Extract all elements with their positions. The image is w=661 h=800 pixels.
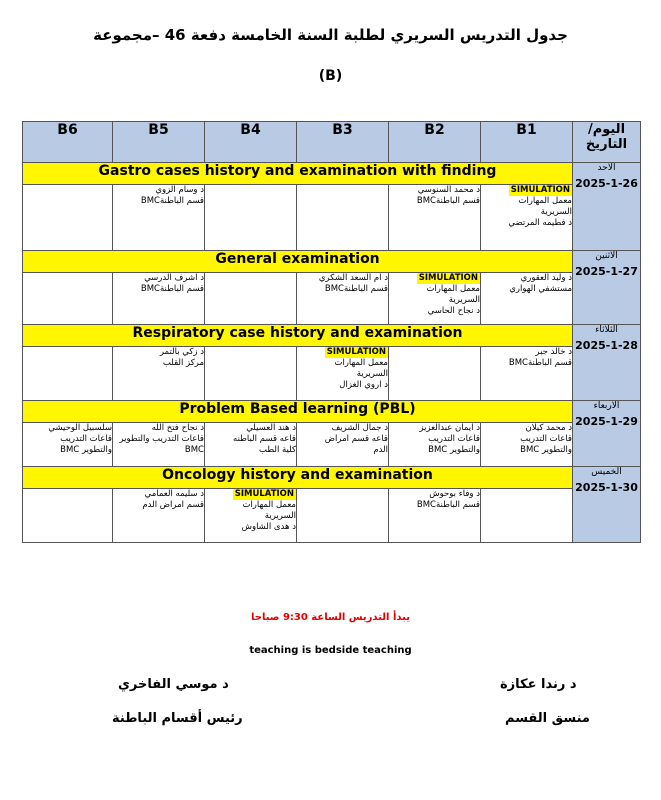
assignment-line: السريرية: [448, 295, 480, 305]
assignment-line: د محمد السنوسي: [417, 185, 480, 195]
assignment-cell-b3: [297, 273, 389, 325]
signature-right-title: منسق القسم: [505, 711, 590, 726]
assignment-line: د ام السعد الشكري: [318, 273, 388, 283]
day-name: الاثنين: [595, 251, 618, 261]
title-text: جدول التدريس السريري لطلبة السنة الخامسة دفعة 46 –مجموعة: [93, 26, 568, 44]
assignment-line: د زكي بالتمر: [159, 347, 204, 357]
assignment-line: قاعات التدريب: [520, 434, 572, 444]
assignment-line: د وليد العقوري: [520, 273, 572, 283]
assignment-cell-b6: [23, 273, 113, 325]
assignment-cell-b3: [297, 423, 389, 467]
topic-title: Respiratory case history and examination: [23, 325, 573, 347]
day-name: الاربعاء: [593, 401, 620, 411]
assignment-line: قسم الباطنةBMC: [508, 358, 572, 368]
assignment-line: قسم الباطنةBMC: [140, 196, 204, 206]
day-cell: [573, 325, 641, 401]
schedule-table: [22, 121, 641, 543]
assignment-cell-b5: [113, 489, 205, 543]
assignment-line: د وسام الزوي: [155, 185, 204, 195]
assignment-line: قسم الباطنةBMC: [324, 284, 388, 294]
assignment-line: سلسبيل الوحيشي: [48, 423, 112, 433]
assignment-line: السريرية: [264, 511, 296, 521]
topic-title: Problem Based learning (PBL): [23, 401, 573, 423]
assignment-line: والتطوير BMC: [60, 445, 112, 455]
assignment-cell-b5: [113, 273, 205, 325]
assignment-line: والتطوير BMC: [428, 445, 480, 455]
day-cell: [573, 401, 641, 467]
day-name: الاحد: [597, 163, 616, 173]
col-header-b1: B1: [481, 122, 573, 163]
assignment-line: معمل المهارات: [242, 500, 296, 510]
assignment-cell-b1: [481, 489, 573, 543]
assignment-cell-b3: [297, 347, 389, 401]
group-label: (B): [318, 68, 343, 84]
assignment-line: د فطيمه المرتضي: [508, 218, 572, 228]
assignment-line: معمل المهارات: [518, 196, 572, 206]
assignment-line: كلية الطب: [259, 445, 296, 455]
teaching-note: teaching is bedside teaching: [249, 645, 412, 656]
day-date: 2025-1-27: [575, 265, 638, 278]
assignment-line: د نجاح الحاسي: [427, 306, 480, 316]
topic-title: Gastro cases history and examination with finding: [23, 163, 573, 185]
assignment-line: د محمد كيلان: [525, 423, 572, 433]
topic-row: [23, 467, 641, 489]
assignment-cell-b1: [481, 423, 573, 467]
assignment-line: والتطوير BMC: [520, 445, 572, 455]
assignment-line: مركز القلب: [162, 358, 204, 368]
assignment-line: الدم: [373, 445, 388, 455]
day-date: 2025-1-30: [575, 481, 638, 494]
topic-row: [23, 251, 641, 273]
assignment-line: د خالد جبر: [535, 347, 572, 357]
assignment-line: قاعه قسم الباطنه: [233, 434, 296, 444]
topic-row: [23, 163, 641, 185]
col-header-b5: B5: [113, 122, 205, 163]
topic-title: Oncology history and examination: [23, 467, 573, 489]
assignment-line: د وفاء بوحوش: [429, 489, 480, 499]
start-time-note: يبدأ التدريس الساعة 9:30 صباحا: [250, 612, 410, 623]
day-name: الخميس: [591, 467, 622, 477]
simulation-label: SIMULATION: [234, 489, 294, 499]
assignment-cell-b5: [113, 347, 205, 401]
signature-right-name: د رندا عكازة: [500, 677, 577, 692]
assignment-line: قاعات التدريب: [428, 434, 480, 444]
assignment-cell-b2: [389, 423, 481, 467]
assignment-row: [23, 347, 641, 401]
day-date: 2025-1-26: [575, 177, 638, 190]
assignment-line: قسم امراض الدم: [142, 500, 204, 510]
assignment-line: قاعات التدريب والتطوير: [119, 434, 204, 444]
assignment-row: [23, 185, 641, 251]
header-row: [23, 122, 641, 163]
assignment-cell-b3: [297, 489, 389, 543]
assignment-cell-b4: [205, 489, 297, 543]
assignment-cell-b4: [205, 347, 297, 401]
assignment-line: د هدى الشاوش: [241, 522, 296, 532]
assignment-row: [23, 273, 641, 325]
topic-row: [23, 325, 641, 347]
assignment-line: د نجاح فتح الله: [151, 423, 204, 433]
simulation-label: SIMULATION: [418, 273, 478, 283]
assignment-cell-b5: [113, 185, 205, 251]
day-date: 2025-1-28: [575, 339, 638, 352]
assignment-cell-b6: [23, 185, 113, 251]
assignment-line: قاعه قسم امراض: [324, 434, 388, 444]
assignment-cell-b4: [205, 423, 297, 467]
assignment-line: معمل المهارات: [426, 284, 480, 294]
assignment-line: معمل المهارات: [334, 358, 388, 368]
assignment-line: قسم الباطنةBMC: [416, 196, 480, 206]
assignment-cell-b6: [23, 423, 113, 467]
assignment-line: مستشفي الهواري: [509, 284, 572, 294]
assignment-line: د اشرف الدرسي: [144, 273, 204, 283]
topic-title: General examination: [23, 251, 573, 273]
assignment-cell-b2: [389, 347, 481, 401]
assignment-cell-b3: [297, 185, 389, 251]
day-date: 2025-1-29: [575, 415, 638, 428]
day-cell: [573, 163, 641, 251]
assignment-line: د سليمه العمامي: [144, 489, 204, 499]
col-header-day: اليوم/ التاريخ: [573, 122, 641, 163]
signature-left-title: رئيس أقسام الباطنة: [112, 711, 243, 726]
assignment-cell-b1: [481, 185, 573, 251]
assignment-line: قسم الباطنةBMC: [140, 284, 204, 294]
day-cell: [573, 251, 641, 325]
assignment-line: د جمال الشريف: [331, 423, 388, 433]
assignment-cell-b4: [205, 273, 297, 325]
assignment-row: [23, 489, 641, 543]
assignment-cell-b6: [23, 347, 113, 401]
assignment-cell-b5: [113, 423, 205, 467]
day-cell: [573, 467, 641, 543]
col-header-b2: B2: [389, 122, 481, 163]
assignment-line: د ايمان عبدالعزيز: [419, 423, 480, 433]
assignment-line: قاعات التدريب: [60, 434, 112, 444]
signature-left-name: د موسي الفاخري: [118, 677, 229, 692]
simulation-label: SIMULATION: [510, 185, 570, 195]
assignment-cell-b1: [481, 347, 573, 401]
assignment-line: السريرية: [540, 207, 572, 217]
day-name: الثلاثاء: [595, 325, 618, 335]
assignment-line: السريرية: [356, 369, 388, 379]
assignment-cell-b6: [23, 489, 113, 543]
simulation-label: SIMULATION: [326, 347, 386, 357]
assignment-line: قسم الباطنةBMC: [416, 500, 480, 510]
assignment-row: [23, 423, 641, 467]
assignment-cell-b4: [205, 185, 297, 251]
assignment-line: د هند العسيلي: [246, 423, 296, 433]
topic-row: [23, 401, 641, 423]
page-title: [0, 26, 661, 44]
assignment-cell-b2: [389, 273, 481, 325]
col-header-b4: B4: [205, 122, 297, 163]
col-header-b6: B6: [23, 122, 113, 163]
col-header-b3: B3: [297, 122, 389, 163]
assignment-line: د اروي الغزال: [339, 380, 388, 390]
assignment-cell-b2: [389, 185, 481, 251]
assignment-cell-b2: [389, 489, 481, 543]
assignment-cell-b1: [481, 273, 573, 325]
assignment-line: BMC: [184, 445, 204, 455]
